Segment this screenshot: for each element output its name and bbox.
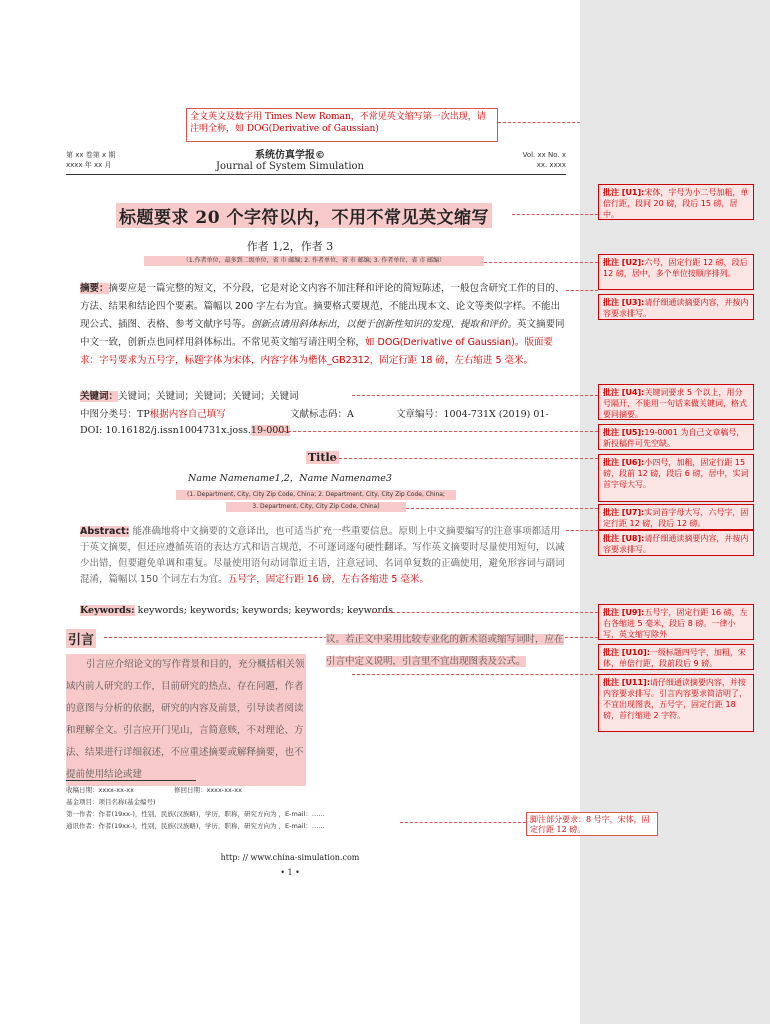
comment-label: 批注 [U1]: (603, 188, 645, 197)
comment-label: 批注 [U3]: (603, 298, 645, 307)
comment-text: 六号，固定行距 12 磅，段后 12 磅，居中，多个单位按顺序排列。 (603, 258, 748, 278)
clc-note: 根据内容自己填写 (149, 409, 226, 420)
keywords-connector (352, 395, 598, 396)
comment-label: 批注 [U6]: (603, 458, 645, 467)
received-date: 收稿日期：xxxx-xx-xx (66, 786, 134, 794)
header-left (66, 150, 115, 170)
keywords-label: 关键词： (80, 391, 119, 402)
comment-label: 批注 [U11]: (603, 678, 650, 687)
header-vol-no: Vol. xx No. x (522, 151, 566, 159)
footnotes (66, 784, 446, 832)
en-affiliation-2: 3. Department, City, City Zip Code, China) (226, 502, 406, 512)
doc-code: 文献标志码：A (290, 409, 354, 420)
footer-page-number: • 1 • (280, 868, 300, 877)
comment-u4[interactable] (598, 384, 754, 420)
journal-name-cn: 系统仿真学报© (255, 150, 325, 161)
intro-connector (352, 674, 598, 675)
en-abstract-red: 五号字，固定行距 16 磅，左右各缩进 5 毫米。 (227, 574, 429, 585)
footnote-connector (400, 822, 526, 823)
header-volume: 第 xx 卷第 x 期 (66, 151, 116, 159)
header-month: xx. xxxx (536, 161, 566, 169)
en-title-connector (334, 458, 598, 459)
comment-u2[interactable] (598, 254, 754, 290)
doi-prefix: DOI: 10.16182/j.issn1004731x.joss. (80, 425, 251, 436)
en-keywords-connector (372, 612, 598, 613)
comment-label: 批注 [U8]: (603, 534, 645, 543)
comment-u7[interactable] (598, 504, 754, 530)
comment-text: 请仔细通读摘要内容，并按内容要求排写。 (603, 298, 749, 318)
abstract-connector (566, 290, 598, 291)
comment-u5[interactable] (598, 424, 754, 450)
comment-u6[interactable] (598, 454, 754, 502)
comment-label: 批注 [U2]: (603, 258, 645, 267)
abstract-en (80, 524, 566, 588)
footnote-fund: 基金项目：项目名称(基金编号) (66, 798, 156, 806)
journal-name-en: Journal of System Simulation (216, 161, 364, 172)
abstract-text-2: 英文摘要同中文一致，创新点也同样用斜体标出。不常见英文缩写请注明全称， (80, 319, 565, 348)
footer-url: http: // www.china-simulation.com (220, 853, 360, 862)
intro-col-2 (326, 629, 570, 673)
affiliation-cn: （1.作者单位，最多到二级单位，省 市 邮编; 2. 作者单位，省 市 邮编; 3. 作者单位，省 市 邮编） (144, 256, 484, 266)
header-right (470, 150, 566, 170)
authors-cn: 作者 1,2，作者 3 (246, 240, 334, 253)
header-rule (66, 174, 566, 175)
en-abstract-connector (566, 530, 598, 531)
article-number: 文章编号：1004-731X (2019) 01- (396, 409, 549, 420)
comment-text: 五号字，固定行距 16 磅，左右各缩进 5 毫米，段后 8 磅。一律小写，英文缩写除外 (603, 608, 748, 639)
classification-row (80, 406, 570, 420)
intro-col-2-text: 议。若正文中采用比较专业化的新术语或缩写词时，应在引言中定义说明，引言里不宜出现图表及公式。 (326, 634, 564, 667)
comment-text: 19-0001 为自己文章稿号，新投稿件可先空缺。 (603, 428, 745, 448)
doi-row (80, 425, 290, 436)
en-title: Title (308, 451, 337, 464)
comment-label: 批注 [U9]: (603, 608, 645, 617)
footnote-dates (66, 784, 446, 796)
top-note-text: 全文英文及数字用 Times New Roman，不常见英文缩写第一次出现，请注明全称，如 DOG(Derivative of Gaussian) (190, 112, 486, 134)
doi-suffix: 19-0001 (250, 425, 291, 436)
comment-text: 宋体，字号为小二号加粗，单倍行距，段间 20 磅，段后 15 磅，居中。 (603, 188, 749, 219)
comment-u10[interactable] (598, 644, 754, 670)
title-connector (512, 214, 598, 215)
en-abstract-text: 能准确地将中文摘要的文意译出，也可适当扩充一些重要信息。原则上中文摘要编写的注意事项都适用于英文摘要，但还应遵循英语的表达方式和语言规范，不可逐词逐句硬性翻译。写作英文摘要时尽量使用短句，以减少出错，但要避免单调和重复。尽量使用语句动词靠近主语，注意冠词、名词单复数的正确使用，避免形容词与副词混淆，篇幅以 150 个词左右为宜。 (80, 526, 565, 585)
comment-u3[interactable] (598, 294, 754, 320)
comment-u8[interactable] (598, 530, 754, 556)
comment-text: 小四号，加粗，固定行距 15 磅，段前 12 磅，段后 6 磅，居中，实词首字母大写。 (603, 458, 749, 489)
page-title: 标题要求 20 个字符以内，不用不常见英文缩写 (116, 203, 492, 228)
clc-label: 中图分类号：TP (80, 409, 150, 420)
footnote-rule (66, 780, 196, 781)
top-note-connector (498, 122, 580, 123)
top-note-box[interactable] (186, 108, 498, 142)
comment-u1[interactable] (598, 184, 754, 220)
comment-u11[interactable] (598, 674, 754, 732)
comment-u9[interactable] (598, 604, 754, 640)
doi-connector (278, 431, 598, 432)
keywords-cn (80, 388, 299, 402)
abstract-label: 摘要： (80, 283, 109, 294)
header-center (200, 146, 380, 172)
comment-text: 一级标题四号字，加粗，宋体，单倍行距，段前段后 9 磅。 (603, 648, 746, 668)
affil-connector (484, 262, 598, 263)
abstract-red-note: 如 DOG(Derivative of Gaussian)。版面要求：字号要求为五号字，标题字体为宋体，内容字体为楷体_GB2312，固定行距 18 磅，左右缩进 5 毫米。 (80, 337, 553, 366)
footnote-first-author: 第一作者：作者(19xx-)，性别，民族(汉族略)，学历，职称，研究方向为 ，E-mail：…… (66, 810, 325, 818)
intro-col-1: 引言应介绍论文的写作背景和目的，充分概括相关领域内前人研究的工作，目前研究的热点、存在问题，作者的意图与分析的依据，研究的内容及前景，引导读者阅读和理解全文。引言应开门见山，言简意赅，不对理论、方法、结果进行详细叙述，不应重述摘要或解释摘要，也不提前使用结论或建 (66, 654, 306, 786)
keywords-en (80, 605, 393, 616)
en-abstract-label: Abstract: (80, 526, 130, 537)
en-keywords-text: keywords; keywords; keywords; keywords; keywords (137, 605, 394, 616)
comment-label: 批注 [U7]: (603, 508, 645, 517)
footnote-corresponding-author: 通讯作者：作者(19xx-)，性别，民族(汉族略)，学历，职称，研究方向为 ，E-mail：…… (66, 822, 325, 830)
revised-date: 修回日期：xxxx-xx-xx (173, 786, 242, 794)
footnote-note-box[interactable] (526, 812, 658, 836)
header-date: xxxx 年 xx 月 (66, 161, 112, 169)
en-affil-connector (406, 508, 598, 509)
comment-text: 请仔细通读摘要内容，并按内容要求排写。 (603, 534, 749, 554)
footnote-note-text: 脚注部分要求：8 号字，宋体，固定行距 12 磅。 (530, 815, 650, 834)
en-authors: Name Namename1,2，Name Namename3 (188, 473, 392, 484)
comment-label: 批注 [U10]: (603, 648, 650, 657)
abstract-innovation: 创新点请用斜体标出，以便于创新性知识的发现、提取和评价。 (251, 319, 518, 330)
comment-label: 批注 [U4]: (603, 388, 645, 397)
en-keywords-label: Keywords: (80, 605, 135, 616)
comment-text: 请仔细通读摘要内容，并按内容要求排写。引言内容要求简洁明了，不宜出现图表，五号字，固定行距 18 磅，首行缩进 2 字符。 (603, 678, 747, 720)
abstract-cn (80, 280, 566, 370)
comment-label: 批注 [U5]: (603, 428, 645, 437)
en-affiliation-1: (1. Department, City, City Zip Code, China; 2. Department, City, City Zip Code, China; (176, 490, 456, 500)
keywords-text: 关键词；关键词；关键词；关键词；关键词 (118, 391, 299, 402)
comment-text: 实词首字母大写，六号字，固定行距 12 磅，段后 12 磅。 (603, 508, 749, 528)
abstract-text: 摘要应是一篇完整的短文，不分段，它是对论文内容不加注释和评论的简短陈述，一般包含研究工作的目的、方法、结果和结论四个要素。篇幅以 200 字左右为宜。摘要格式要规范，不能出现本文、论文等类似字样。不能出现公式、插图、表格、参考文献序号等。 (80, 283, 565, 330)
intro-heading: 引言 (66, 629, 96, 648)
comment-text: 关键词要求 5 个以上，用分号隔开，不能用一句话来做关键词，格式要同摘要。 (603, 388, 747, 419)
